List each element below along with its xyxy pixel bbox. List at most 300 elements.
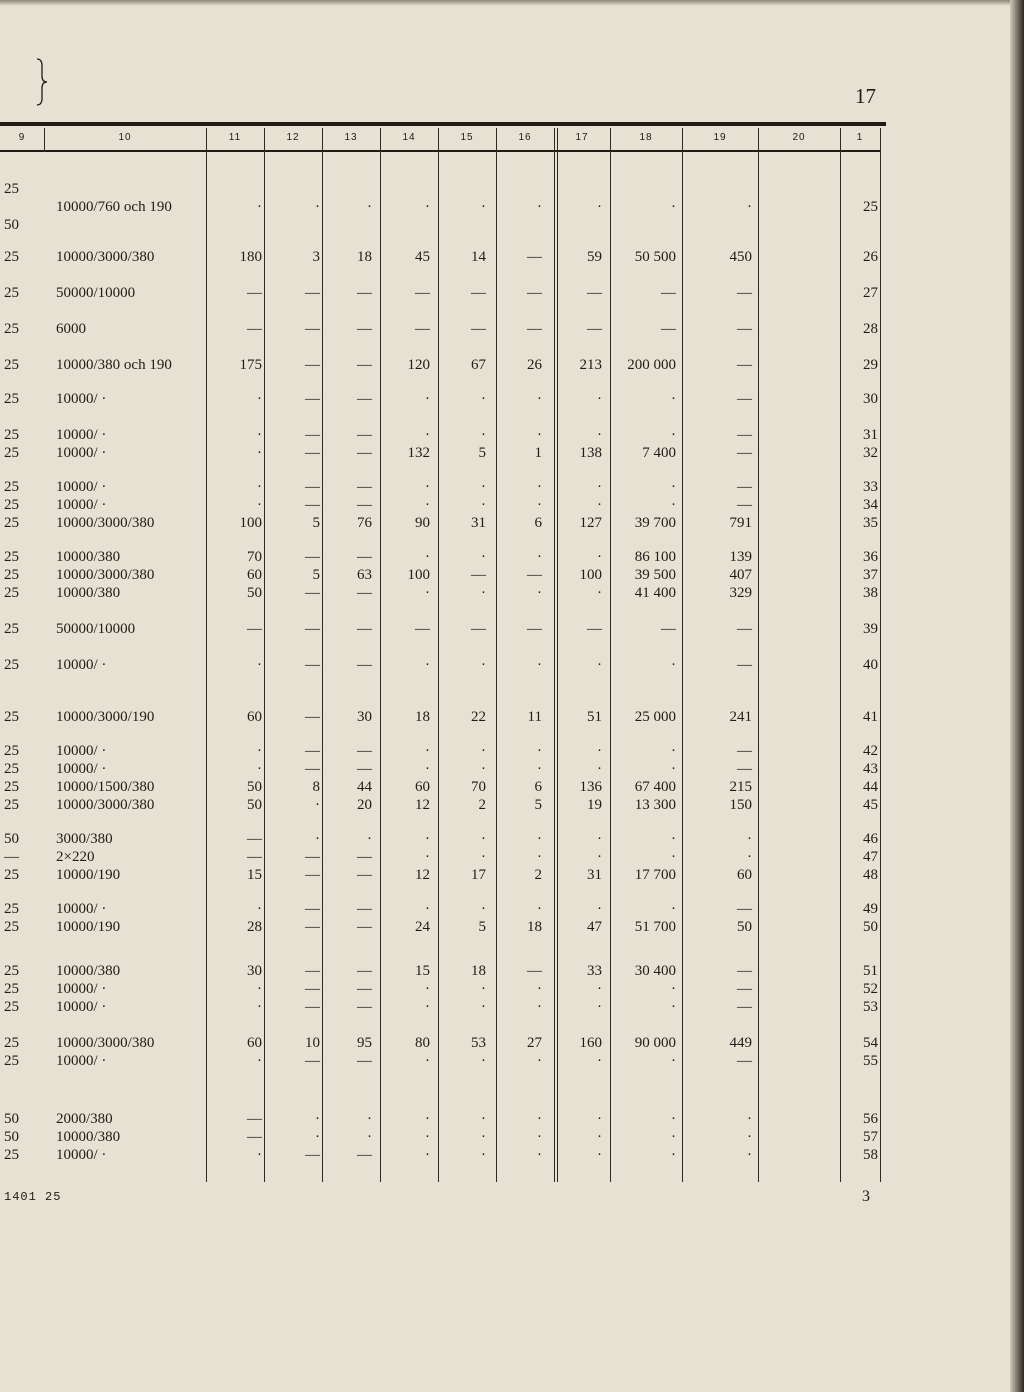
table-row — [0, 620, 886, 638]
table-cell: 63 — [357, 567, 372, 583]
table-cell: · — [597, 849, 602, 865]
table-row — [0, 656, 886, 674]
table-cell: — — [357, 999, 372, 1015]
table-cell: 80 — [415, 1035, 430, 1051]
table-cell: 27 — [527, 1035, 542, 1051]
table-cell: 28 — [247, 919, 262, 935]
table-cell: 39 700 — [634, 515, 676, 531]
table-cell: 5 — [478, 445, 486, 461]
table-cell: 7 400 — [642, 445, 676, 461]
row-number: 28 — [863, 321, 878, 337]
table-cell: 25 — [4, 999, 19, 1015]
table-cell: 50 — [4, 831, 19, 847]
table-cell: 200 000 — [627, 357, 676, 373]
table-cell: — — [415, 621, 430, 637]
column-header: 19 — [713, 132, 727, 143]
row-number: 36 — [863, 549, 878, 565]
table-cell: — — [305, 321, 320, 337]
table-cell: — — [737, 901, 752, 917]
table-cell: 30 — [357, 709, 372, 725]
table-cell: · — [597, 497, 602, 513]
table-cell: · — [481, 999, 486, 1015]
table-cell: 100 — [579, 567, 602, 583]
table-cell: — — [737, 963, 752, 979]
table-cell: 25 — [4, 1053, 19, 1069]
table-cell: · — [257, 657, 262, 673]
table-cell: — — [357, 981, 372, 997]
table-cell: · — [671, 1129, 676, 1145]
table-cell: · — [537, 901, 542, 917]
table-row — [0, 830, 886, 848]
table-cell: 127 — [579, 515, 602, 531]
table-cell: 15 — [247, 867, 262, 883]
table-cell: — — [471, 285, 486, 301]
table-cell: 10000/3000/190 — [56, 709, 155, 725]
table-cell: · — [537, 657, 542, 673]
table-cell: — — [527, 321, 542, 337]
table-cell: — — [305, 743, 320, 759]
table-cell: · — [257, 1053, 262, 1069]
table-row — [0, 962, 886, 980]
table-cell: 11 — [527, 709, 542, 725]
table-cell: · — [315, 831, 320, 847]
table-cell: — — [737, 761, 752, 777]
table-cell: 10000/3000/380 — [56, 515, 155, 531]
table-cell: 10000/380 och 190 — [56, 357, 172, 373]
table-row — [0, 1052, 886, 1070]
table-cell: 10000/3000/380 — [56, 797, 155, 813]
row-number: 46 — [863, 831, 878, 847]
row-number: 47 — [863, 849, 878, 865]
table-cell: · — [257, 743, 262, 759]
column-header: 17 — [575, 132, 589, 143]
table-cell: 180 — [239, 249, 262, 265]
row-number: 56 — [863, 1111, 878, 1127]
table-cell: 95 — [357, 1035, 372, 1051]
table-cell: · — [747, 831, 752, 847]
table-cell: · — [597, 549, 602, 565]
table-cell: 3 — [312, 249, 320, 265]
table-cell: · — [537, 761, 542, 777]
table-cell: — — [305, 981, 320, 997]
table-cell: · — [597, 657, 602, 673]
table-cell: 25 — [4, 867, 19, 883]
table-cell: · — [481, 585, 486, 601]
table-cell: 13 300 — [634, 797, 676, 813]
table-cell: 215 — [729, 779, 752, 795]
table-cell: 50 — [4, 1111, 19, 1127]
table-cell: 70 — [471, 779, 486, 795]
table-cell: — — [305, 1053, 320, 1069]
table-cell: 12 — [415, 797, 430, 813]
table-cell: 10000/380 — [56, 585, 121, 601]
table-cell: · — [257, 1147, 262, 1163]
table-cell: · — [425, 743, 430, 759]
table-cell: 50000/10000 — [56, 285, 136, 301]
table-cell: — — [305, 1147, 320, 1163]
table-cell: 86 100 — [634, 549, 676, 565]
table-cell: · — [671, 831, 676, 847]
table-cell: 39 500 — [634, 567, 676, 583]
table-cell: 51 700 — [634, 919, 676, 935]
table-cell: 25 — [4, 427, 19, 443]
table-cell: · — [257, 391, 262, 407]
table-cell: · — [597, 981, 602, 997]
table-cell: · — [671, 981, 676, 997]
table-cell: 2 — [478, 797, 486, 813]
table-cell: · — [671, 1111, 676, 1127]
table-cell: · — [671, 761, 676, 777]
row-number: 52 — [863, 981, 878, 997]
table-cell: 20 — [357, 797, 372, 813]
table-cell: · — [537, 981, 542, 997]
table-cell: · — [257, 479, 262, 495]
table-cell: · — [315, 797, 320, 813]
table-cell: · — [747, 1111, 752, 1127]
table-cell: — — [305, 901, 320, 917]
table-cell: 25 — [4, 357, 19, 373]
table-cell: — — [305, 549, 320, 565]
table-cell: 150 — [729, 797, 752, 813]
table-cell: — — [527, 963, 542, 979]
table-cell: 10000/ · — [56, 1147, 107, 1163]
row-number: 55 — [863, 1053, 878, 1069]
table-cell: 100 — [407, 567, 430, 583]
table-cell: — — [305, 427, 320, 443]
table-cell: · — [597, 391, 602, 407]
table-cell: · — [747, 1147, 752, 1163]
table-cell: · — [597, 901, 602, 917]
table-cell: 25 — [4, 321, 19, 337]
table-cell: — — [737, 479, 752, 495]
table-cell: · — [425, 849, 430, 865]
table-cell: — — [737, 657, 752, 673]
table-row — [0, 478, 886, 496]
table-cell: · — [481, 427, 486, 443]
row-number: 27 — [863, 285, 878, 301]
page-right-shadow — [1010, 0, 1024, 1392]
table-row — [0, 742, 886, 760]
table-cell: — — [357, 497, 372, 513]
table-cell: 25 — [4, 981, 19, 997]
table-cell: 10000/380 — [56, 1129, 121, 1145]
table-cell: · — [481, 743, 486, 759]
table-cell: — — [247, 321, 262, 337]
table-cell: — — [471, 621, 486, 637]
table-cell: · — [671, 1053, 676, 1069]
row-number: 40 — [863, 657, 878, 673]
table-cell: — — [357, 391, 372, 407]
table-cell: — — [305, 709, 320, 725]
footer-sheet-number: 3 — [862, 1188, 870, 1205]
row-number: 58 — [863, 1147, 878, 1163]
table-cell: 60 — [247, 709, 262, 725]
table-cell: · — [425, 657, 430, 673]
table-cell: 25 — [4, 549, 19, 565]
table-cell: 67 — [471, 357, 486, 373]
table-row — [0, 216, 886, 234]
table-cell: · — [481, 1147, 486, 1163]
table-cell: 14 — [471, 249, 486, 265]
table-cell: 10000/1500/380 — [56, 779, 155, 795]
table-cell: — — [357, 761, 372, 777]
table-row — [0, 320, 886, 338]
table-cell: 10000/ · — [56, 999, 107, 1015]
table-cell: — — [737, 999, 752, 1015]
table-row — [0, 1146, 886, 1164]
footer-code: 1401 25 — [4, 1190, 62, 1204]
table-cell: — — [247, 621, 262, 637]
table-cell: 10000/3000/380 — [56, 567, 155, 583]
table-row — [0, 1110, 886, 1128]
table-cell: — — [247, 1111, 262, 1127]
table-cell: 10000/ · — [56, 497, 107, 513]
table-cell: 10000/380 — [56, 963, 121, 979]
table-cell: 31 — [471, 515, 486, 531]
table-cell: 10000/760 och 190 — [56, 199, 172, 215]
table-row — [0, 496, 886, 514]
table-cell: 2000/380 — [56, 1111, 113, 1127]
table-cell: 25 — [4, 181, 19, 197]
table-cell: — — [661, 621, 676, 637]
table-cell: · — [481, 901, 486, 917]
table-cell: — — [305, 285, 320, 301]
table-cell: 25 — [4, 285, 19, 301]
table-cell: — — [305, 919, 320, 935]
table-cell: · — [481, 1111, 486, 1127]
table-cell: 18 — [527, 919, 542, 935]
table-cell: 2 — [534, 867, 542, 883]
table-cell: 50 — [4, 1129, 19, 1145]
table-cell: — — [357, 867, 372, 883]
table-cell: — — [305, 657, 320, 673]
table-cell: 3000/380 — [56, 831, 113, 847]
table-cell: — — [587, 285, 602, 301]
table-cell: · — [671, 427, 676, 443]
table-cell: 25 — [4, 585, 19, 601]
table-cell: — — [587, 621, 602, 637]
table-cell: — — [737, 445, 752, 461]
table-cell: — — [305, 585, 320, 601]
table-cell: · — [537, 1111, 542, 1127]
table-cell: · — [671, 999, 676, 1015]
table-cell: 59 — [587, 249, 602, 265]
table-cell: 25 000 — [634, 709, 676, 725]
table-cell: 6000 — [56, 321, 86, 337]
table-cell: 25 — [4, 919, 19, 935]
table-row — [0, 390, 886, 408]
table-cell: 25 — [4, 963, 19, 979]
table-cell: 25 — [4, 567, 19, 583]
column-header: 15 — [460, 132, 474, 143]
table-row — [0, 866, 886, 884]
table-cell: — — [305, 867, 320, 883]
table-cell: 139 — [729, 549, 752, 565]
table-cell: · — [257, 427, 262, 443]
table-cell: · — [671, 901, 676, 917]
table-cell: · — [671, 1147, 676, 1163]
table-cell: · — [367, 831, 372, 847]
row-number: 34 — [863, 497, 878, 513]
table-cell: 175 — [239, 357, 262, 373]
table-cell: 26 — [527, 357, 542, 373]
table-cell: 10000/380 — [56, 549, 121, 565]
table-cell: 67 400 — [634, 779, 676, 795]
table-cell: 5 — [312, 515, 320, 531]
table-row — [0, 778, 886, 796]
table-row — [0, 1034, 886, 1052]
table-cell: · — [257, 497, 262, 513]
row-number: 35 — [863, 515, 878, 531]
table-cell: · — [671, 657, 676, 673]
table-row — [0, 900, 886, 918]
table-cell: — — [737, 1053, 752, 1069]
table-cell: · — [597, 1129, 602, 1145]
table-cell: · — [671, 743, 676, 759]
table-cell: 10000/ · — [56, 427, 107, 443]
row-number: 37 — [863, 567, 878, 583]
table-cell: · — [425, 981, 430, 997]
table-cell: — — [357, 1147, 372, 1163]
table-cell: 17 — [471, 867, 486, 883]
table-cell: — — [737, 357, 752, 373]
table-row — [0, 284, 886, 302]
table-cell: · — [425, 497, 430, 513]
table-cell: · — [747, 199, 752, 215]
table-cell: 449 — [729, 1035, 752, 1051]
table-cell: · — [537, 199, 542, 215]
row-number: 32 — [863, 445, 878, 461]
table-cell: 25 — [4, 445, 19, 461]
table-cell: 25 — [4, 479, 19, 495]
table-header-rule — [0, 150, 880, 152]
table-cell: — — [737, 981, 752, 997]
table-cell: 25 — [4, 797, 19, 813]
row-number: 41 — [863, 709, 878, 725]
row-number: 57 — [863, 1129, 878, 1145]
table-cell: 6 — [534, 779, 542, 795]
table-cell: · — [481, 549, 486, 565]
table-cell: · — [315, 1111, 320, 1127]
table-cell: 50 — [247, 779, 262, 795]
row-number: 50 — [863, 919, 878, 935]
table-cell: 5 — [534, 797, 542, 813]
table-cell: · — [481, 391, 486, 407]
table-cell: · — [597, 1147, 602, 1163]
table-cell: · — [597, 1053, 602, 1069]
table-cell: · — [425, 901, 430, 917]
table-cell: · — [597, 427, 602, 443]
table-row — [0, 198, 886, 216]
table-cell: 10000/3000/380 — [56, 1035, 155, 1051]
table-cell: 24 — [415, 919, 430, 935]
table-cell: · — [315, 1129, 320, 1145]
table-cell: · — [425, 761, 430, 777]
table-cell: 50 — [247, 585, 262, 601]
table-cell: · — [671, 497, 676, 513]
table-cell: 5 — [478, 919, 486, 935]
table-cell: · — [537, 831, 542, 847]
table-cell: 18 — [471, 963, 486, 979]
row-number: 43 — [863, 761, 878, 777]
table-cell: 25 — [4, 657, 19, 673]
table-cell: · — [537, 479, 542, 495]
table-cell: 8 — [312, 779, 320, 795]
table-cell: — — [415, 321, 430, 337]
table-cell: · — [537, 849, 542, 865]
table-cell: 18 — [357, 249, 372, 265]
table-cell: — — [357, 1053, 372, 1069]
table-cell: · — [425, 999, 430, 1015]
table-cell: · — [257, 445, 262, 461]
table-cell: 25 — [4, 1035, 19, 1051]
row-number: 44 — [863, 779, 878, 795]
row-number: 48 — [863, 867, 878, 883]
table-cell: 241 — [729, 709, 752, 725]
table-cell: · — [747, 849, 752, 865]
table-cell: 25 — [4, 515, 19, 531]
table-cell: — — [661, 285, 676, 301]
table-row — [0, 566, 886, 584]
table-cell: — — [527, 621, 542, 637]
table-cell: — — [357, 427, 372, 443]
row-number: 54 — [863, 1035, 878, 1051]
table-row — [0, 980, 886, 998]
table-cell: 51 — [587, 709, 602, 725]
table-cell: · — [425, 427, 430, 443]
table-row — [0, 584, 886, 602]
table-cell: 33 — [587, 963, 602, 979]
table-cell: · — [257, 761, 262, 777]
table-cell: 132 — [407, 445, 430, 461]
table-cell: · — [425, 831, 430, 847]
table-cell: · — [367, 1129, 372, 1145]
table-cell: 50 — [247, 797, 262, 813]
table-row — [0, 848, 886, 866]
table-cell: — — [527, 567, 542, 583]
table-cell: — — [305, 621, 320, 637]
table-cell: · — [367, 1111, 372, 1127]
table-cell: · — [537, 743, 542, 759]
table-cell: · — [597, 199, 602, 215]
table-cell: · — [481, 1053, 486, 1069]
table-cell: — — [247, 1129, 262, 1145]
table-cell: — — [527, 285, 542, 301]
column-header: 18 — [639, 132, 653, 143]
row-number: 39 — [863, 621, 878, 637]
table-cell: 12 — [415, 867, 430, 883]
table-cell: · — [257, 999, 262, 1015]
table-row — [0, 248, 886, 266]
table-cell: 45 — [415, 249, 430, 265]
table-cell: · — [537, 391, 542, 407]
table-cell: 70 — [247, 549, 262, 565]
row-number: 26 — [863, 249, 878, 265]
table-cell: — — [737, 497, 752, 513]
table-cell: 791 — [729, 515, 752, 531]
table-cell: · — [425, 391, 430, 407]
table-cell: — — [357, 657, 372, 673]
table-cell: — — [357, 849, 372, 865]
table-cell: 10000/ · — [56, 1053, 107, 1069]
table-cell: 19 — [587, 797, 602, 813]
table-cell: · — [537, 1147, 542, 1163]
table-cell: · — [671, 391, 676, 407]
table-cell: · — [481, 761, 486, 777]
table-cell: — — [357, 285, 372, 301]
table-cell: — — [357, 479, 372, 495]
table-cell: · — [425, 549, 430, 565]
